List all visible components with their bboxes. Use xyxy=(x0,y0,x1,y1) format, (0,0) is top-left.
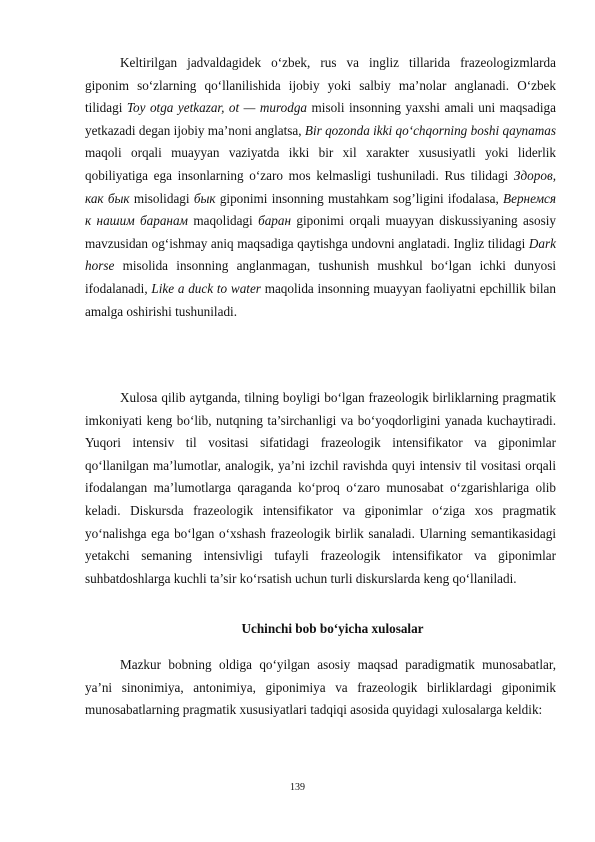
example-russian-idiom-2: Вернемся к нашим баранам xyxy=(85,190,556,229)
text-run: maqolidagi xyxy=(187,213,259,229)
text-run: Keltirilgan jadvaldagidek o‘zbek, rus va ingliz tillarida frazeologizmlarda giponim so‘zlarning qo‘llanilishida ijobiy yoki salbiy ma’nolar anglanadi. O‘zbek tilidagi xyxy=(85,55,556,116)
text-run: misoli insonning yaxshi amali uni maqsadiga yetkazadi degan ijobiy ma’noni anglatsa, xyxy=(85,100,556,138)
paragraph-hyponym-examples xyxy=(85,52,556,323)
example-english-idiom-1: Dark horse xyxy=(85,235,556,274)
paragraph-text xyxy=(85,52,556,323)
text-run: misolida insonning anglanmagan, tushunish mushkul bo‘lgan ichki dunyosi ifodalanadi, xyxy=(85,258,556,296)
example-russian-word-2: баран xyxy=(258,213,292,229)
text-run: giponimi insonning mustahkam sog’ligini ifodalasa, xyxy=(215,190,504,206)
text-run: maqoli orqali muayyan vaziyatda ikki bir xil xarakter xususiyatli yoki liderlik qobiliyatiga ega insonlarning o‘zaro mos kelmasligi tushuniladi. Rus tilidagi xyxy=(85,145,556,183)
paragraph-conclusion xyxy=(85,387,556,590)
example-russian-word-1: бык xyxy=(193,190,216,206)
example-uzbek-proverb-1: Toy otga yetkazar, ot — murodga xyxy=(126,100,308,116)
example-english-idiom-2: Like a duck to water xyxy=(151,280,261,296)
example-uzbek-proverb-2: Bir qozonda ikki qo‘chqorning boshi qaynamas xyxy=(304,122,556,138)
paragraph-chapter-summary xyxy=(85,654,556,722)
text-run: misolidagi xyxy=(129,190,194,206)
text-run: maqolida insonning muayyan faoliyatni epchillik bilan amalga oshirishi tushuniladi. xyxy=(85,280,556,319)
text-run: giponimi orqali muayyan diskussiyaning asosiy mavzusidan og‘ishmay aniq maqsadiga qaytishga undovni anglatadi. Ingliz tilidagi xyxy=(85,213,556,251)
section-heading: Uchinchi bob bo‘yicha xulosalar xyxy=(241,621,424,636)
paragraph-text: Xulosa qilib aytganda, tilning boyligi bo‘lgan frazeologik birliklarning pragmatik imkoniyati keng bo‘lib, nutqning ta’sirchanligi va bo‘yoqdorligini yanada kuchaytiradi. Yuqori intensiv til vositasi sifatidagi frazeologik intensifikator va giponimlar qo‘llanilgan ma’lumotlar, analogik, ya’ni izchil ravishda quyi intensiv til vositasi orqali ifodalangan ma’lumotlarga qaraganda ko‘proq o‘zaro munosabat o‘zgarishlariga olib keladi. Diskursda frazeologik intensifikator va giponimlar o‘ziga xos pragmatik yo‘nalishga ega bo‘lgan o‘xshash frazeologik birlik sanaladi. Ularning semantikasidagi yetakchi semaning intensivligi tufayli frazeologik intensifikator va giponimlar suhbatdoshlarga kuchli ta’sir ko‘rsatish uchun turli diskurslarda keng qo‘llaniladi. xyxy=(85,390,556,586)
example-russian-idiom-1: Здоров, как бык xyxy=(85,167,556,206)
page-number: 139 xyxy=(290,782,305,793)
paragraph-text: Mazkur bobning oldiga qo‘yilgan asosiy maqsad paradigmatik munosabatlar, ya’ni sinonimiya, antonimiya, giponimiya va frazeologik birliklardagi giponimik munosabatlarning pragmatik xususiyatlari tadqiqi asosida quyidagi xulosalarga keldik: xyxy=(85,657,556,718)
